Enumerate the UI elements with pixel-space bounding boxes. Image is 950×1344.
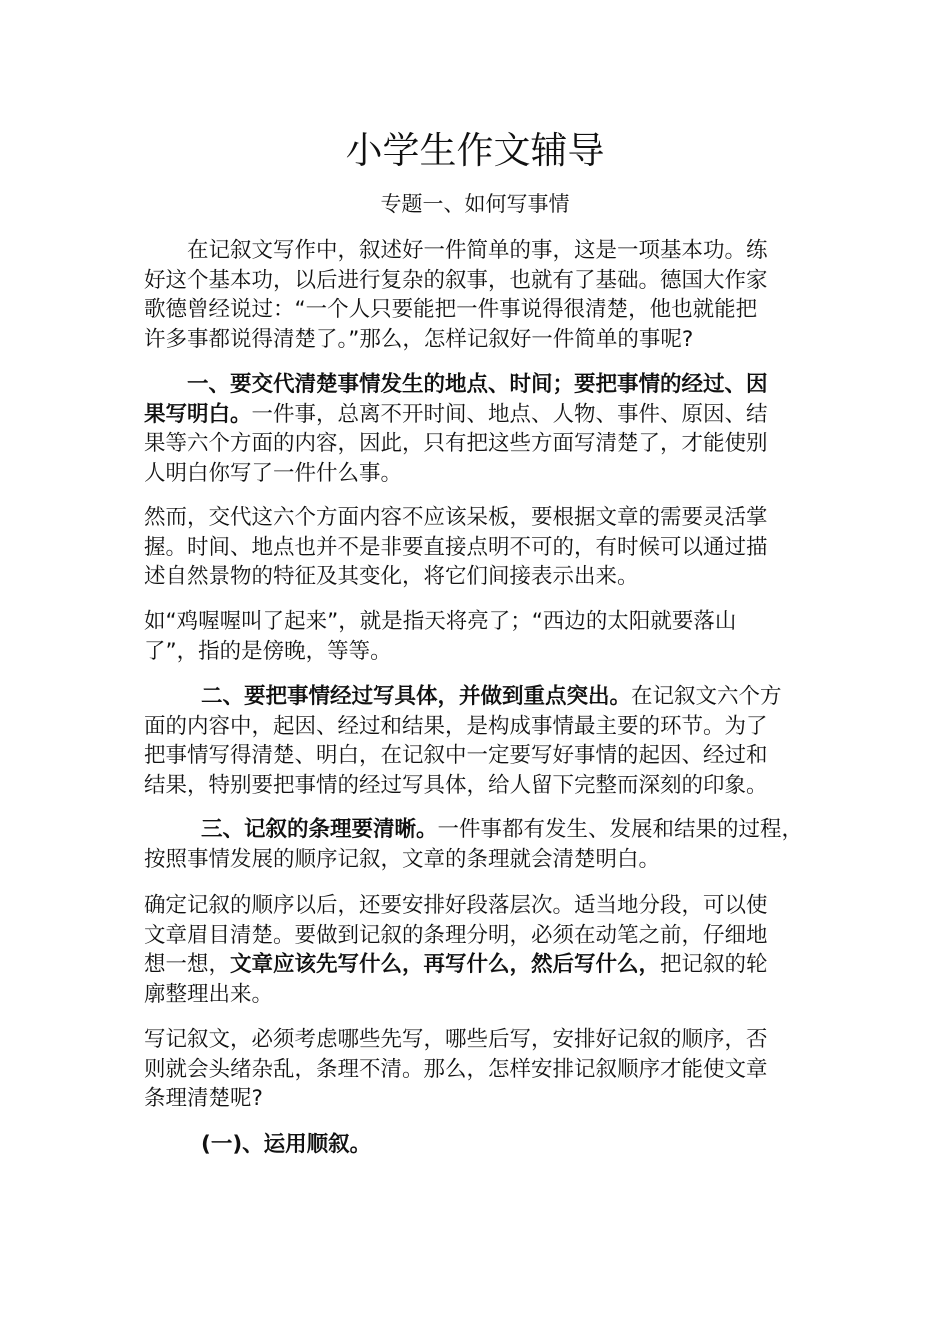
however-line-2: 握。时间、地点也并不是非要直接点明不可的，有时候可以通过描 — [144, 534, 768, 560]
section-1-line-3: 果等六个方面的内容，因此，只有把这些方面写清楚了，才能使别 — [144, 431, 768, 456]
section-1-paragraph — [144, 370, 824, 488]
write-paragraph — [144, 1025, 824, 1114]
section-3-heading: 三、记叙的条理要清晰。 — [201, 817, 438, 842]
example-line-1: 如“鸡喔喔叫了起来”，就是指天将亮了；“西边的太阳就要落山 — [144, 609, 737, 634]
subheading-shunxu: (一)、运用顺叙。 — [201, 1132, 372, 1157]
section-2-paragraph — [144, 682, 824, 800]
order-line-3-start: 想一想， — [144, 952, 231, 977]
order-line-1: 确定记叙的顺序以后，还要安排好段落层次。适当地分段，可以使 — [144, 893, 768, 918]
section-1-line-2 — [144, 400, 824, 430]
section-3-text: 一件事都有发生、发展和结果的过程， — [437, 817, 804, 842]
subheading-line — [144, 1130, 824, 1160]
intro-line-3: 歌德曾经说过：“一个人只要能把一件事说得很清楚，他也就能把 — [144, 297, 758, 322]
section-1-line-1 — [144, 370, 824, 400]
section-1-text: 一件事，总离不开时间、地点、人物、事件、原因、结 — [251, 401, 768, 427]
section-3-line-2: 按照事情发展的顺序记叙，文章的条理就会清楚明白。 — [144, 846, 661, 872]
example-line-2: 了”，指的是傍晚，等等。 — [144, 638, 392, 664]
section-1-heading-end: 果写明白。 — [144, 401, 252, 427]
intro-line-4: 许多事都说得清楚了。”那么，怎样记叙好一件简单的事呢? — [144, 326, 694, 352]
intro-line-1: 在记叙文写作中，叙述好一件简单的事，这是一项基本功。练 — [187, 238, 768, 263]
section-2-line-4: 结果，特别要把事情的经过写具体，给人留下完整而深刻的印象。 — [144, 772, 768, 798]
however-paragraph — [144, 503, 824, 592]
document-subtitle: 专题一、如何写事情 — [380, 192, 570, 216]
section-2-line-3: 把事情写得清楚、明白，在记叙中一定要写好事情的起因、经过和 — [144, 743, 768, 768]
order-line-2: 文章眉目清楚。要做到记叙的条理分明，必须在动笔之前，仔细地 — [144, 922, 768, 948]
section-2-heading: 二、要把事情经过写具体，并做到重点突出。 — [201, 684, 632, 709]
write-line-2: 则就会头绪杂乱，条理不清。那么，怎样安排记叙顺序才能使文章 — [144, 1056, 768, 1082]
however-line-1: 然而，交代这六个方面内容不应该呆板，要根据文章的需要灵活掌 — [144, 505, 768, 530]
section-3-paragraph — [144, 815, 824, 874]
section-2-line-1 — [144, 682, 824, 712]
subheading-paragraph — [144, 1130, 824, 1160]
however-line-3: 述自然景物的特征及其变化，将它们间接表示出来。 — [144, 564, 639, 589]
write-line-1: 写记叙文，必须考虑哪些先写，哪些后写，安排好记叙的顺序，否 — [144, 1027, 768, 1052]
order-paragraph — [144, 891, 824, 1009]
order-emphasis: 文章应该先写什么，再写什么，然后写什么， — [230, 952, 661, 977]
write-line-3: 条理清楚呢? — [144, 1086, 263, 1111]
section-2-text: 在记叙文六个方 — [631, 684, 782, 709]
example-paragraph — [144, 607, 824, 666]
section-3-line-1 — [144, 815, 824, 845]
section-1-heading: 一、要交代清楚事情发生的地点、时间；要把事情的经过、因 — [187, 372, 768, 397]
intro-line-2: 好这个基本功，以后进行复杂的叙事，也就有了基础。德国大作家 — [144, 267, 768, 293]
intro-paragraph — [144, 236, 824, 354]
order-line-4: 廓整理出来。 — [144, 981, 274, 1007]
order-line-3-end: 把记叙的轮 — [660, 952, 768, 977]
order-line-3 — [144, 950, 824, 980]
section-1-line-4: 人明白你写了一件什么事。 — [144, 460, 403, 486]
document-title: 小学生作文辅导 — [345, 129, 605, 172]
section-2-line-2: 面的内容中，起因、经过和结果，是构成事情最主要的环节。为了 — [144, 713, 768, 739]
